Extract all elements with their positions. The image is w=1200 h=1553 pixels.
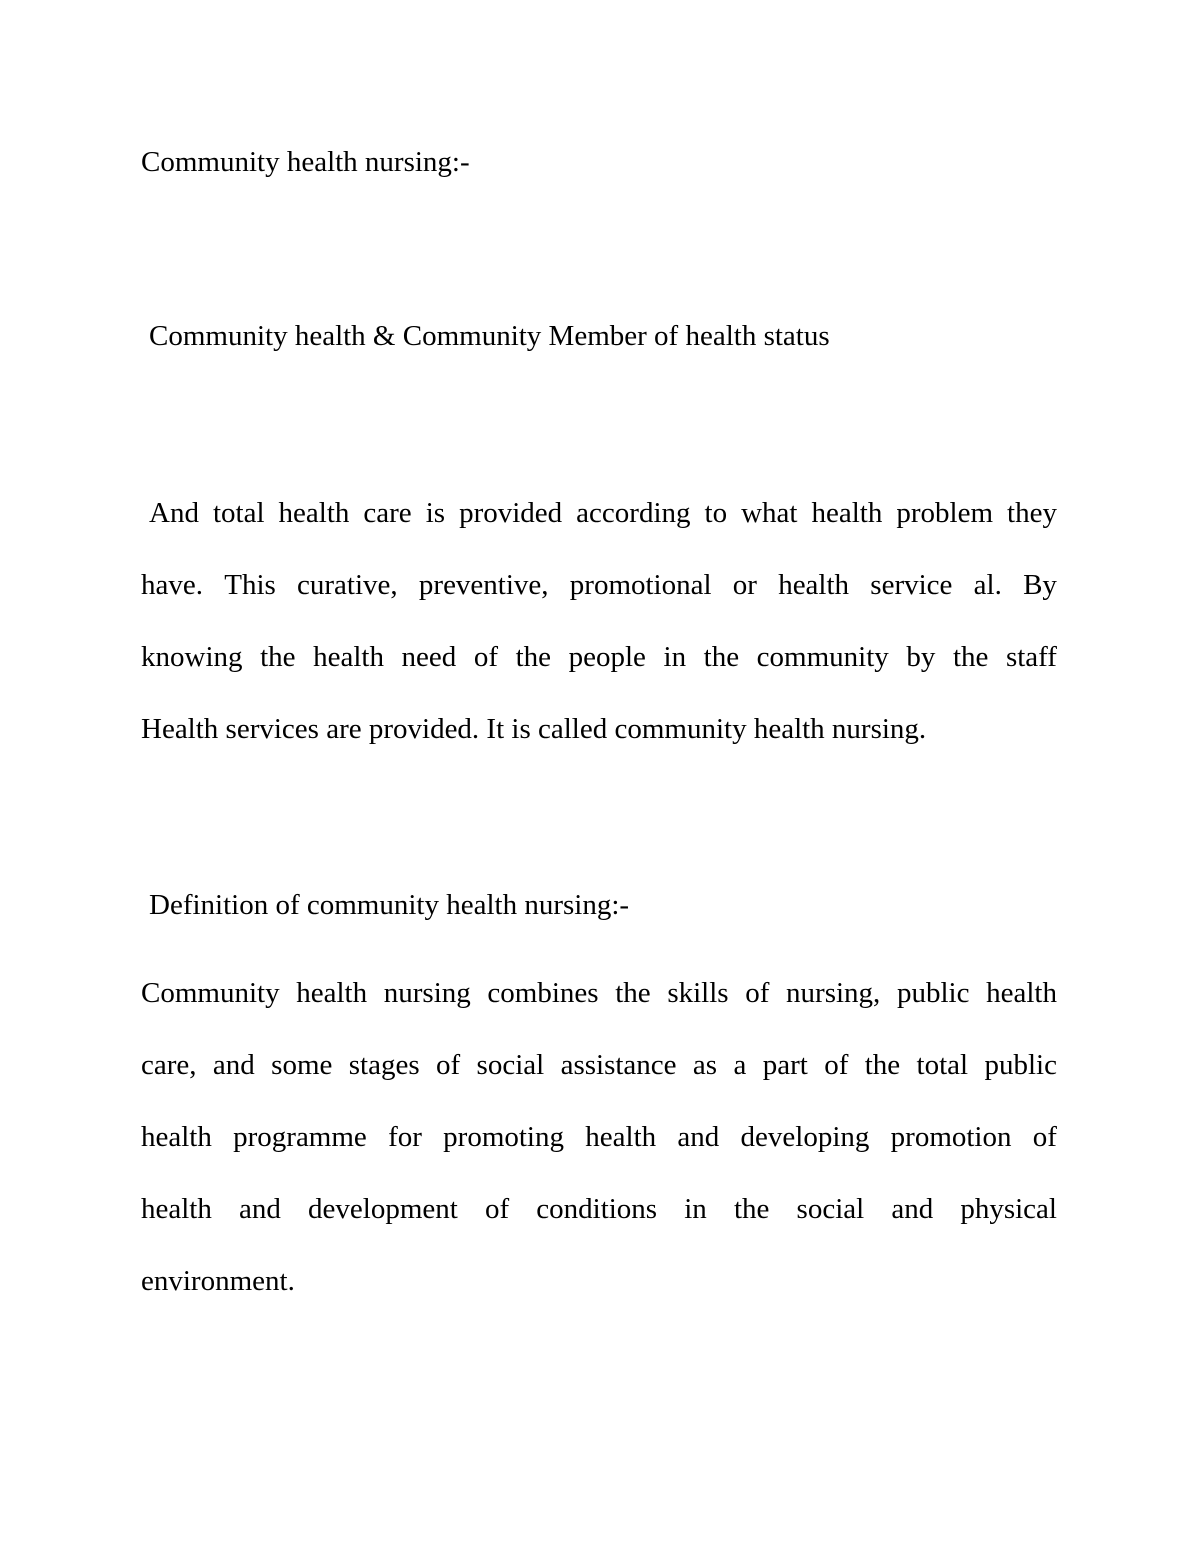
- definition-heading: Definition of community health nursing:-: [149, 889, 630, 921]
- paragraph-community-health-care: [141, 493, 1057, 781]
- paragraph-line: environment.: [141, 1265, 295, 1297]
- paragraph-line: health and development of conditions in the social and physical: [141, 1193, 1057, 1225]
- paragraph-line: And total health care is provided according to what health problem they: [149, 497, 1057, 529]
- paragraph-line: Health services are provided. It is called community health nursing.: [141, 713, 927, 745]
- paragraph-line: Community health nursing combines the skills of nursing, public health: [141, 977, 1057, 1009]
- paragraph-definition: [141, 973, 1057, 1333]
- subheading: Community health & Community Member of health status: [149, 320, 830, 352]
- paragraph-line: care, and some stages of social assistance as a part of the total public: [141, 1049, 1057, 1081]
- paragraph-line: knowing the health need of the people in the community by the staff: [141, 641, 1057, 673]
- main-heading: Community health nursing:-: [141, 146, 470, 178]
- paragraph-line: have. This curative, preventive, promotional or health service al. By: [141, 569, 1057, 601]
- paragraph-line: health programme for promoting health and developing promotion of: [141, 1121, 1057, 1153]
